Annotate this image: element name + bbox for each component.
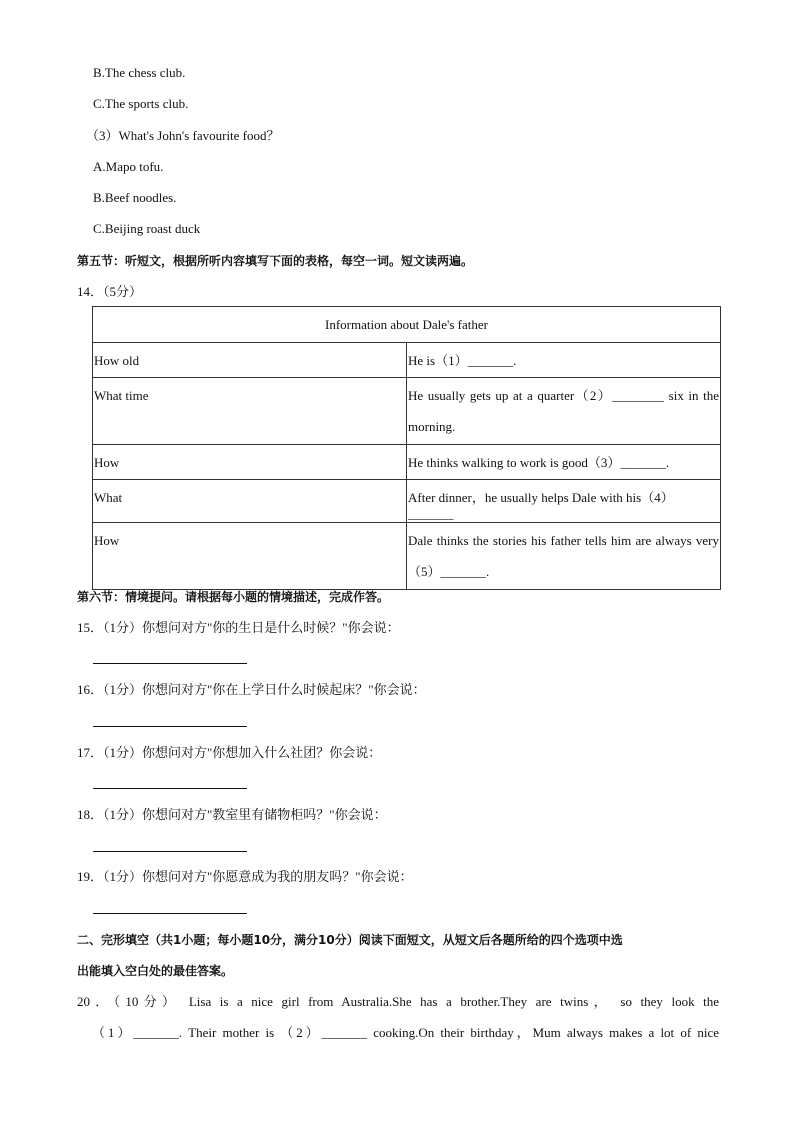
table-row-value (407, 378, 721, 445)
question-3: （3）What's John's favourite food？ (86, 128, 280, 143)
table-row-value-line2: morning. (408, 419, 456, 434)
question-19: 19．（1分）你想问对方"你愿意成为我的朋友吗？"你会说： (77, 869, 413, 884)
answer-line-18[interactable] (93, 851, 247, 852)
table-row-label: What time (93, 378, 407, 445)
question-20-line1: 20．（10分） Lisa is a nice girl from Australia.She has a brother.They are twins， so they look the (77, 994, 719, 1009)
question-14-header: 14．（5分） (77, 284, 143, 299)
answer-line-19[interactable] (93, 913, 247, 914)
question-15: 15．（1分）你想问对方"你的生日是什么时候？"你会说： (77, 620, 400, 635)
option-c-roast-duck: C.Beijing roast duck (93, 221, 201, 236)
table-row (93, 523, 721, 590)
question-16: 16．（1分）你想问对方"你在上学日什么时候起床？"你会说： (77, 682, 426, 697)
answer-line-17[interactable] (93, 788, 247, 789)
section-5-title: 第五节：听短文，根据所听内容填写下面的表格，每空一词。短文读两遍。 (77, 254, 474, 268)
info-table (92, 306, 721, 590)
table-row (93, 378, 721, 445)
answer-line-16[interactable] (93, 726, 247, 727)
part-2-title-line1: 二、完形填空（共1小题；每小题10分，满分10分）阅读下面短文，从短文后各题所给的四个选项中选 (77, 933, 623, 947)
part-2-title-line2: 出能填入空白处的最佳答案。 (77, 964, 234, 978)
table-row-value: After dinner，he usually helps Dale with his（4）_______ (407, 480, 721, 523)
table-row (93, 343, 721, 378)
option-b-chess-club: B.The chess club. (93, 65, 186, 80)
table-row-label: How (93, 445, 407, 480)
table-row-value-line1: He usually gets up at a quarter（2）________ six in the (408, 388, 719, 403)
table-header-row (93, 307, 721, 343)
table-row-value (407, 523, 721, 590)
table-row (93, 480, 721, 523)
table-row-label: How (93, 523, 407, 590)
table-row (93, 445, 721, 480)
option-c-sports-club: C.The sports club. (93, 96, 189, 111)
table-row-value: He thinks walking to work is good（3）_______. (407, 445, 721, 480)
option-b-beef-noodles: B.Beef noodles. (93, 190, 177, 205)
table-header-cell: Information about Dale's father (93, 307, 721, 343)
answer-line-15[interactable] (93, 663, 247, 664)
question-17: 17．（1分）你想问对方"你想加入什么社团？你会说： (77, 745, 382, 760)
table-row-value: He is（1）_______. (407, 343, 721, 378)
question-20-line2: （1）_______. Their mother is （2）_______ cooking.On their birthday，Mum always makes a lot of nice (92, 1025, 719, 1040)
table-row-value-line2: （5）_______. (408, 564, 490, 579)
section-6-title: 第六节：情境提问。请根据每小题的情境描述，完成作答。 (77, 590, 390, 604)
table-row-label: What (93, 480, 407, 523)
question-18: 18．（1分）你想问对方"教室里有储物柜吗？"你会说： (77, 807, 387, 822)
option-a-mapo-tofu: A.Mapo tofu. (93, 159, 164, 174)
table-row-label: How old (93, 343, 407, 378)
table-row-value-line1: Dale thinks the stories his father tells him are always very (408, 533, 719, 548)
